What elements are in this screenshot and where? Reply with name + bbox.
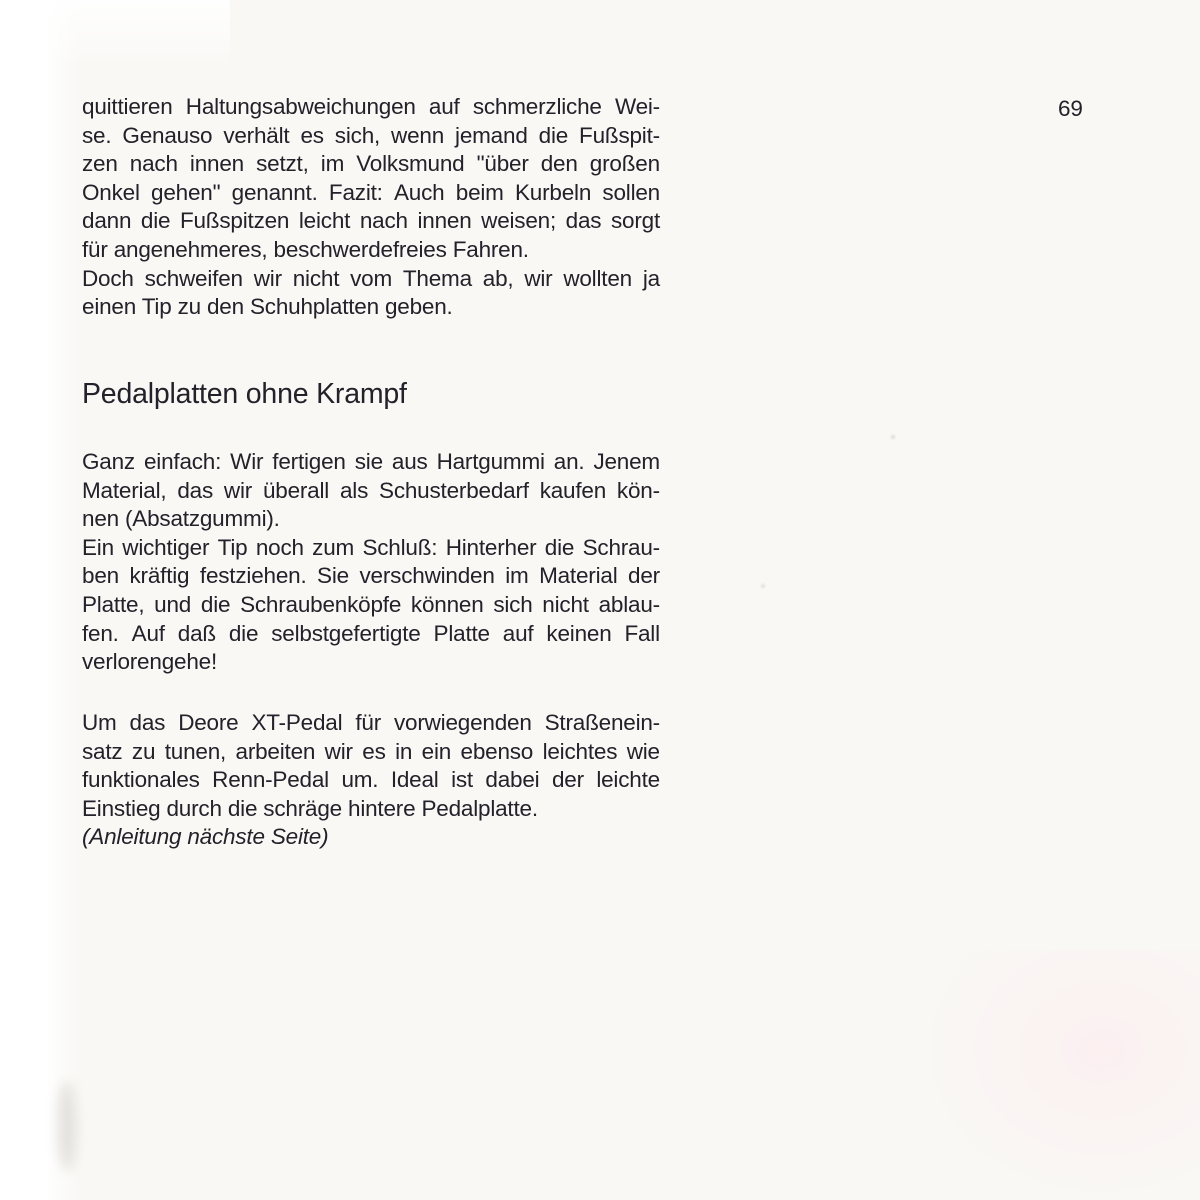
text-line: Einstieg durch die schräge hintere Pedalplatte. [82, 795, 538, 821]
text-line: Onkel gehen" genannt. Fazit: Auch beim Kurbeln sollen [82, 179, 660, 205]
scan-speck-artifact [891, 435, 895, 439]
scan-corner-shading [920, 950, 1200, 1200]
paragraph-block-intro [82, 93, 660, 322]
text-line: Ganz einfach: Wir fertigen sie aus Hartgummi an. Jenem [82, 449, 660, 474]
text-line: Material, das wir überall als Schusterbedarf kaufen kön- [82, 477, 660, 503]
page-number: 69 [1058, 96, 1083, 121]
text-line: zen nach innen setzt, im Volksmund "über den großen [82, 151, 660, 177]
text-line: dann die Fußspitzen leicht nach innen weisen; das sorgt [82, 208, 660, 234]
text-line: se. Genauso verhält es sich, wenn jemand die Fußspit- [82, 122, 660, 148]
scan-left-page-edge [0, 0, 78, 1200]
scan-corner-highlight [0, 0, 230, 70]
text-line: quittieren Haltungsabweichungen auf schmerzliche Wei- [82, 94, 660, 119]
scan-speck-artifact [761, 584, 765, 588]
text-line: fen. Auf daß die selbstgefertigte Platte auf keinen Fall [82, 620, 660, 646]
text-line: einen Tip zu den Schuhplatten geben. [82, 294, 453, 320]
text-line: für angenehmeres, beschwerdefreies Fahren. [82, 236, 529, 262]
text-line: Doch schweifen wir nicht vom Thema ab, wir wollten ja [82, 265, 660, 291]
text-line: Um das Deore XT-Pedal für vorwiegenden Straßenein- [82, 710, 660, 735]
text-line: Platte, und die Schraubenköpfe können sich nicht ablau- [82, 591, 660, 617]
text-line: verlorengehe! [82, 649, 217, 675]
text-line: funktionales Renn-Pedal um. Ideal ist dabei der leichte [82, 767, 660, 793]
section-heading: Pedalplatten ohne Krampf [82, 378, 407, 410]
text-line: (Anleitung nächste Seite) [82, 824, 329, 850]
text-line: nen (Absatzgummi). [82, 506, 280, 532]
scan-smudge-artifact [58, 1082, 76, 1170]
paragraph-block-outro [82, 709, 660, 852]
text-line: satz zu tunen, arbeiten wir es in ein ebenso leichtes wie [82, 738, 660, 764]
text-line: ben kräftig festziehen. Sie verschwinden im Material der [82, 563, 660, 589]
text-line: Ein wichtiger Tip noch zum Schluß: Hinterher die Schrau- [82, 534, 660, 560]
paragraph-block-main [82, 448, 660, 677]
